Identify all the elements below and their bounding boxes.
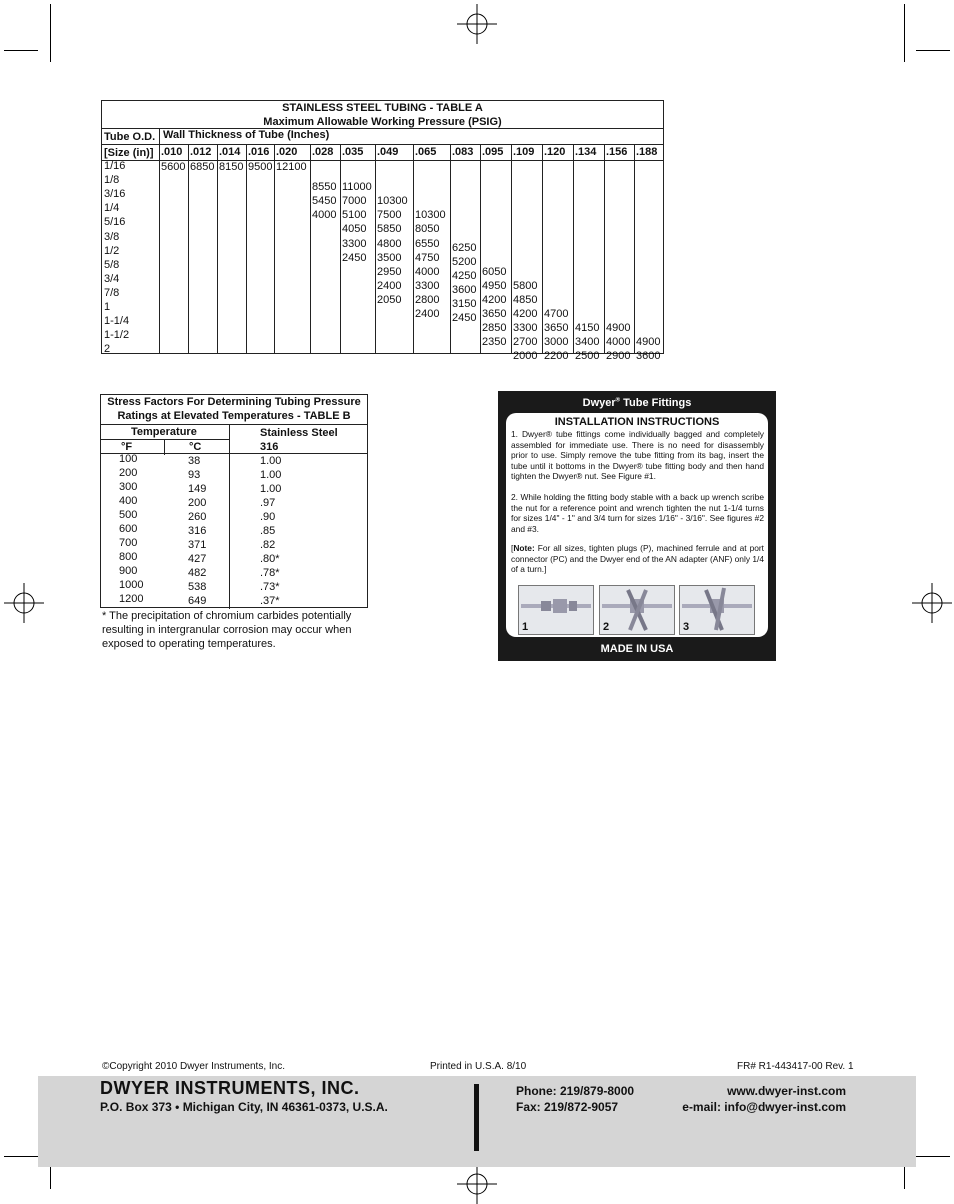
pressure-cell: 4900 [636,336,661,349]
wrench-figure-icon [680,586,754,634]
pressure-cell: 3500 [377,251,402,264]
temperature-header: Temperature [131,426,197,438]
pressure-cell: 2350 [482,336,507,349]
tube-od-label: Tube O.D. [104,131,156,143]
pressure-table [101,100,664,363]
stress-factor-table [100,394,368,608]
brand-name: Dwyer [582,397,616,409]
column-divider [511,145,512,353]
pressure-cell: 6050 [482,265,507,278]
pressure-cell: 5600 [161,161,186,173]
pressure-cell: 8050 [415,223,440,236]
column-divider [450,145,451,353]
celsius-header: °C [189,441,202,453]
stress-factor: .73* [260,581,280,593]
table-b-title: Stress Factors For Determining Tubing Pressure Ratings at Elevated Temperatures - TABLE B [101,395,367,425]
size-label-1: 1/8 [104,174,120,187]
table-a-header [102,101,663,129]
pressure-cell: 2850 [482,322,507,335]
registration-mark-icon [457,4,497,44]
pressure-cell: 4000 [312,209,337,222]
form-number: FR# R1-443417-00 Rev. 1 [737,1061,854,1072]
temp-c: 427 [188,553,207,565]
temp-c: 260 [188,511,207,523]
temp-c: 38 [188,455,201,467]
table-a-title: STAINLESS STEEL TUBING - TABLE A [282,102,483,114]
column-divider [217,145,218,353]
copyright: ©Copyright 2010 Dwyer Instruments, Inc. [102,1061,285,1072]
column-header-9: .083 [452,146,474,158]
pressure-cell: 5850 [377,223,402,236]
column-header-6: .035 [342,146,364,158]
column-header-13: .134 [575,146,597,158]
column-header-3: .016 [248,146,270,158]
pressure-cell: 2050 [377,293,402,306]
column-header-5: .028 [312,146,334,158]
stress-factor: .90 [260,511,276,523]
installation-box [498,391,776,661]
table-b-footnote: * The precipitation of chromium carbides potentially resulting in intergranular corrosion may occur when exposed to operating temperatures. [102,610,352,650]
wrench-figure-icon [600,586,674,634]
pressure-cell: 6850 [190,161,215,173]
stress-factor: .78* [260,567,280,579]
pressure-cell: 2900 [606,350,631,363]
header-divider [102,160,663,161]
column-divider [573,145,574,353]
instruction-step-1: 1. Dwyer® tube fittings come individually bagged and completely assembled for immediate use. There is no need for disassembly prior to use. Simply remove the tube fitting from its bag, insert the tube until it bottoms in the Dwyer® tube fitting body and then hand tighten the Dwyer® nut. See Figure #1. [511,429,764,481]
temp-f: 500 [119,509,138,521]
stainless-header: Stainless Steel [260,427,338,439]
pressure-cell: 10300 [377,195,408,208]
fitting-figure-icon [519,586,593,634]
pressure-cell: 11000 [342,181,372,194]
registered-mark: ® [615,397,621,404]
box-title-text: Tube Fittings [620,397,692,409]
stress-factor: 1.00 [260,469,282,481]
column-header-0: .010 [161,146,183,158]
temp-f: 800 [119,551,138,563]
pressure-cell: 12100 [276,161,307,173]
registration-mark-icon [4,583,44,623]
pressure-cell: 2400 [415,308,440,320]
size-label-4: 5/16 [104,216,126,229]
pressure-cell: 2450 [452,312,477,325]
pressure-cell: 2950 [377,265,402,278]
stress-factor: .97 [260,497,276,509]
column-header-11: .109 [513,146,535,158]
made-in-usa: MADE IN USA [600,643,674,655]
size-label: [Size (in)] [104,147,154,159]
pressure-cell: 2400 [377,279,402,292]
column-header-7: .049 [377,146,399,158]
email-link[interactable]: e-mail: info@dwyer-inst.com [682,1100,846,1114]
crop-mark [916,1156,950,1157]
website-link[interactable]: www.dwyer-inst.com [727,1084,846,1098]
pressure-cell: 3600 [636,350,661,363]
pressure-cell: 3300 [342,237,367,250]
crop-mark [4,1156,38,1157]
column-divider [188,145,189,353]
divider [474,1084,479,1151]
registration-mark-icon [912,583,952,623]
stress-factor: 1.00 [260,455,282,467]
column-header-14: .156 [606,146,628,158]
temp-c: 538 [188,581,207,593]
temp-f: 300 [119,481,138,493]
temp-c: 316 [188,525,207,537]
instruction-step-2: 2. While holding the fitting body stable with a back up wrench scribe the nut for a reference point and wrench tighten the nut 1-1/4 turns for sizes 1/4" - 1" and 3/4 turn for sizes 1/16" - 3/16". See figures #2 and #3. [511,492,764,534]
figure-number: 3 [683,621,690,633]
size-label-9: 7/8 [104,286,120,299]
pressure-cell: 5200 [452,255,477,268]
pressure-cell: 7500 [377,209,402,222]
instructions-title: INSTALLATION INSTRUCTIONS [554,416,720,428]
pressure-cell: 4000 [415,265,440,278]
company-address: P.O. Box 373 • Michigan City, IN 46361-0373, U.S.A. [100,1100,388,1114]
crop-mark [904,4,905,62]
temp-c: 149 [188,483,207,495]
figure-number: 1 [522,621,529,633]
size-label-3: 1/4 [104,202,120,215]
fahrenheit-header: °F [121,441,133,453]
phone: Phone: 219/879-8000 [516,1084,635,1098]
temp-c: 371 [188,539,207,551]
pressure-cell: 4200 [482,293,507,306]
pressure-cell: 3150 [452,298,477,311]
crop-mark [4,50,38,51]
temp-f: 600 [119,523,138,535]
company-name: DWYER INSTRUMENTS, INC. [100,1078,360,1098]
pressure-cell: 3000 [544,336,569,349]
column-divider [159,129,160,353]
table-a-subheader [102,129,663,145]
temp-c: 200 [188,497,207,509]
pressure-cell: 2700 [513,336,538,349]
size-label-8: 3/4 [104,272,120,285]
size-label-7: 5/8 [104,258,120,271]
pressure-cell: 8550 [312,181,337,194]
figure-3 [679,585,755,635]
pressure-cell: 4800 [377,237,402,250]
column-header-2: .014 [219,146,241,158]
temp-c: 649 [188,595,207,607]
size-label-5: 3/8 [104,230,120,243]
column-header-12: .120 [544,146,566,158]
column-divider [310,145,311,353]
footer-band [38,1076,916,1167]
pressure-cell: 4950 [482,279,507,292]
size-label-2: 3/16 [104,188,126,201]
printed-in: Printed in U.S.A. 8/10 [430,1061,527,1072]
column-header-4: .020 [276,146,298,158]
column-divider [634,145,635,353]
stress-factor: .37* [260,595,280,607]
crop-mark [916,50,950,51]
table-a-subtitle: Maximum Allowable Working Pressure (PSIG) [263,116,502,128]
figure-1 [518,585,594,635]
column-divider [246,145,247,353]
note-text: For all sizes, tighten plugs (P), machined ferrule and at port connector (PC) and the Dwyer end of the AN adapter (ANF) only 1/4 of a turn. [511,543,764,574]
instructions-panel [506,413,768,637]
pressure-cell: 7000 [342,195,367,208]
temp-f: 400 [119,495,138,507]
size-label-0: 1/16 [104,160,126,172]
stress-factor: 1.00 [260,483,282,495]
pressure-cell: 6550 [415,237,440,250]
size-label-12: 1-1/2 [104,329,130,342]
figure-2 [599,585,675,635]
column-divider [274,145,275,353]
temp-f: 200 [119,467,138,479]
column-header-15: .188 [636,146,658,158]
pressure-cell: 6250 [452,241,477,254]
pressure-cell: 2450 [342,251,367,264]
wall-thickness-label: Wall Thickness of Tube (Inches) [163,129,330,141]
temp-c: 93 [188,469,201,481]
pressure-cell: 4850 [513,293,538,306]
pressure-cell: 4750 [415,251,440,264]
column-header-8: .065 [415,146,437,158]
pressure-cell: 9500 [248,161,273,173]
stress-factor: .82 [260,539,276,551]
column-divider [480,145,481,353]
column-divider [340,145,341,353]
figure-number: 2 [603,621,610,633]
header-divider [101,453,367,454]
size-label-10: 1 [104,301,111,313]
temp-f: 1200 [119,593,144,605]
pressure-cell: 3650 [544,322,569,335]
crop-mark [50,4,51,62]
column-divider [375,145,376,353]
pressure-cell: 4900 [606,322,631,335]
pressure-cell: 4050 [342,223,367,236]
pressure-cell: 4150 [575,322,600,335]
size-label-11: 1-1/4 [104,315,130,328]
stress-factor: .80* [260,553,280,565]
column-divider [413,145,414,353]
pressure-cell: 3300 [513,322,538,335]
pressure-cell: 3400 [575,336,600,349]
pressure-cell: 4000 [606,336,631,349]
pressure-cell: 3300 [415,279,440,292]
temp-f: 700 [119,537,138,549]
fax: Fax: 219/872-9057 [516,1100,619,1114]
pressure-cell: 5800 [513,279,538,292]
pressure-cell: 4200 [513,308,538,320]
size-label-13: 2 [104,343,111,356]
registration-mark-icon [457,1164,497,1204]
pressure-cell: 2000 [513,350,538,363]
stainless-316-header: 316 [260,441,279,453]
pressure-cell: 4700 [544,308,569,320]
temp-f: 1000 [119,579,144,591]
pressure-cell: 5100 [342,209,367,222]
column-divider [604,145,605,353]
pressure-cell: 3650 [482,308,507,320]
column-header-1: .012 [190,146,212,158]
pressure-cell: 4250 [452,269,477,282]
install-box-title [498,397,776,409]
pressure-cell: 3600 [452,284,477,297]
temp-f: 900 [119,565,138,577]
pressure-cell: 8150 [219,161,244,173]
pressure-cell: 2800 [415,293,440,306]
pressure-cell: 10300 [415,209,446,222]
column-header-10: .095 [482,146,504,158]
pressure-cell: 2200 [544,350,569,363]
instruction-note: [Note: For all sizes, tighten plugs (P), machined ferrule and at port connector (PC) and the Dwyer end of the AN adapter (ANF) only 1/4 of a turn.] [511,543,764,574]
column-divider [542,145,543,353]
pressure-cell: 5450 [312,195,337,208]
pressure-cell: 2500 [575,350,600,363]
temp-f: 100 [119,453,138,465]
size-label-6: 1/2 [104,244,120,257]
stress-factor: .85 [260,525,276,537]
note-label: Note: [513,543,535,553]
temp-c: 482 [188,567,207,579]
